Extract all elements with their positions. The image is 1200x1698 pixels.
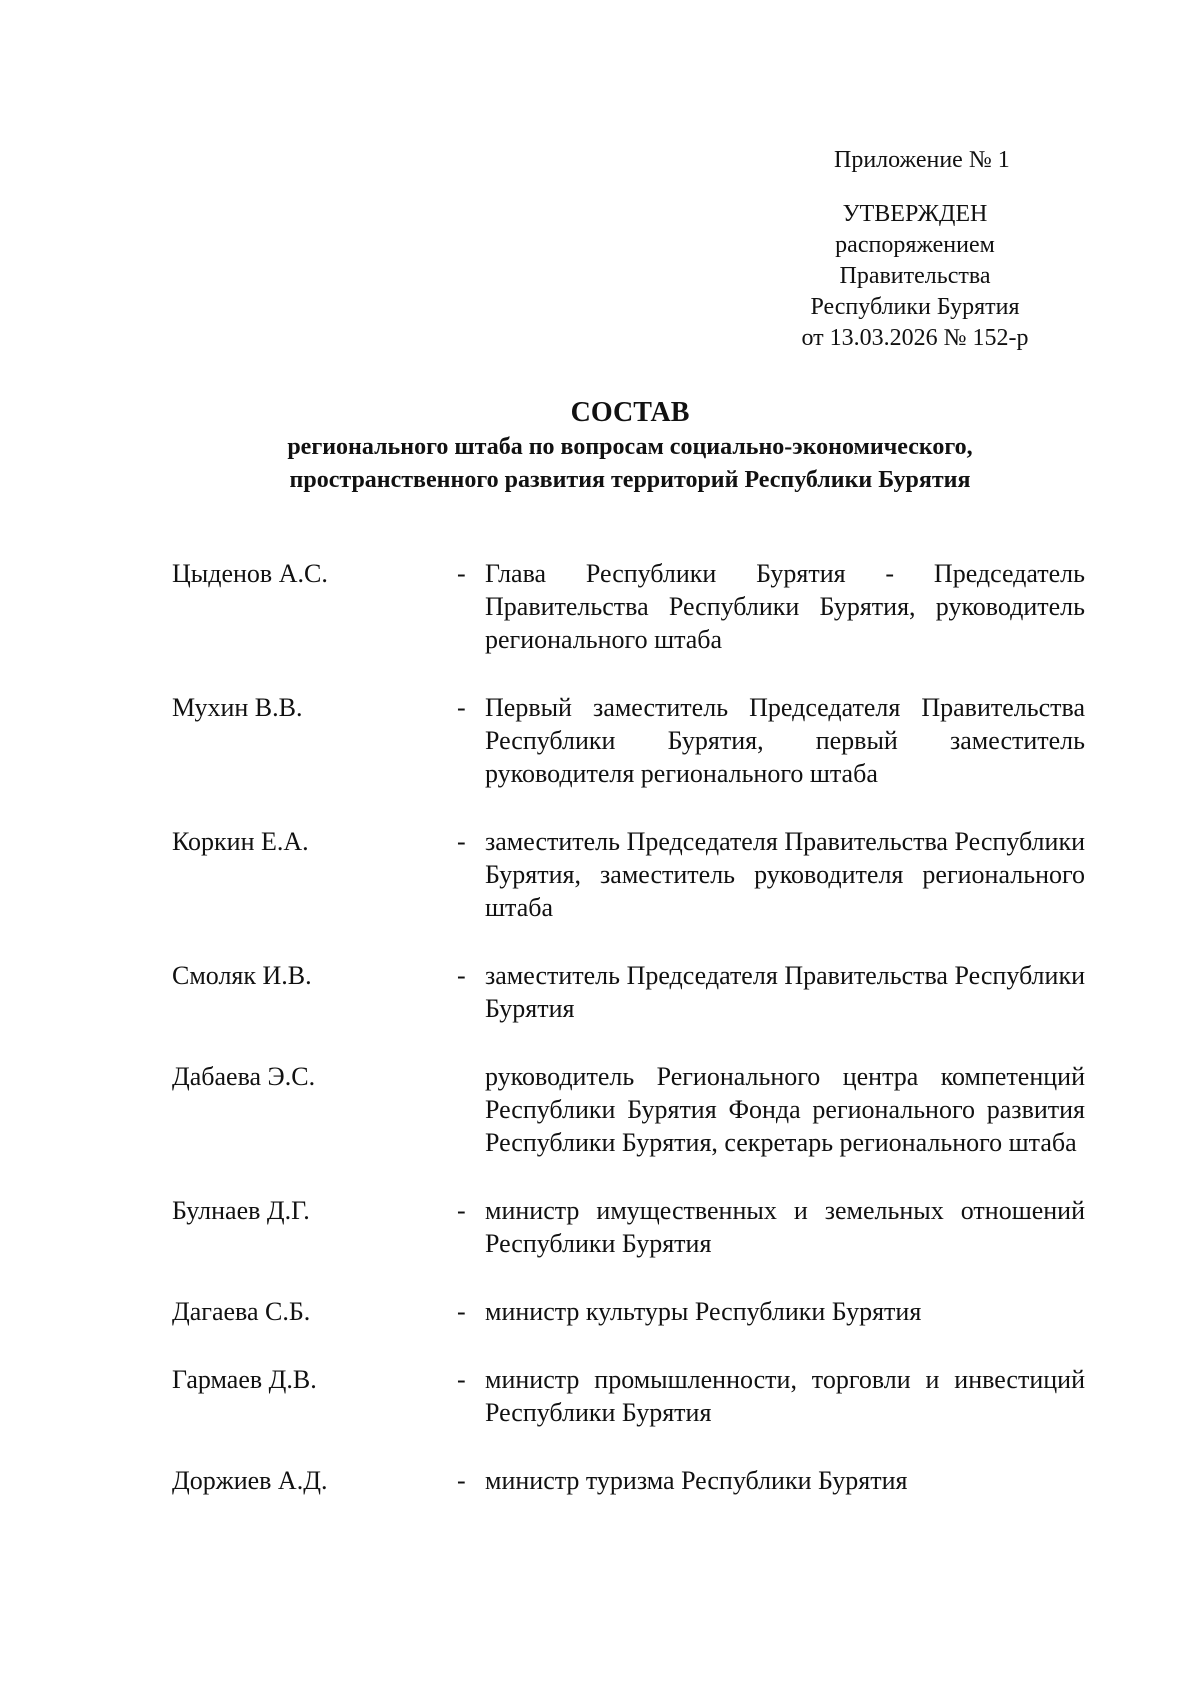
member-row: [172, 1295, 1102, 1328]
member-role: Первый заместитель Председателя Правительства Республики Бурятия, первый заместитель руководителя регионального штаба: [485, 693, 1085, 788]
subtitle-line-1: регионального штаба по вопросам социально-экономического,: [287, 434, 973, 460]
approval-line-1: распоряжением Правительства: [835, 232, 995, 289]
members-list: [172, 557, 1102, 1532]
member-role: министр промышленности, торговли и инвестиций Республики Бурятия: [485, 1365, 1085, 1427]
subtitle-line-2: пространственного развития территорий Республики Бурятия: [289, 467, 971, 493]
member-dash: -: [457, 1196, 466, 1225]
member-dash: -: [457, 693, 466, 722]
member-dash: -: [457, 1365, 466, 1394]
member-row: [172, 1194, 1102, 1260]
member-row: [172, 691, 1102, 790]
member-row: [172, 959, 1102, 1025]
member-row: [172, 557, 1102, 656]
member-row: [172, 1464, 1102, 1497]
member-role: заместитель Председателя Правительства Республики Бурятия: [485, 961, 1085, 1023]
member-row: [172, 1060, 1102, 1159]
member-role: министр культуры Республики Бурятия: [485, 1297, 922, 1326]
member-dash: -: [457, 559, 466, 588]
member-name: Дабаева Э.С.: [172, 1062, 316, 1091]
approval-line-2: Республики Бурятия: [810, 294, 1020, 320]
member-role: министр туризма Республики Бурятия: [485, 1466, 908, 1495]
member-dash: -: [457, 961, 466, 990]
member-role: руководитель Регионального центра компетенций Республики Бурятия Фонда регионального развития Республики Бурятия, секретарь регионального штаба: [485, 1062, 1085, 1157]
approved-title: УТВЕРЖДЕН: [842, 201, 988, 227]
approval-line-3: от 13.03.2026 № 152-р: [801, 325, 1029, 351]
document-subtitle: [120, 431, 1140, 497]
member-name: Гармаев Д.В.: [172, 1365, 317, 1394]
member-role: министр имущественных и земельных отношений Республики Бурятия: [485, 1196, 1085, 1258]
member-dash: -: [457, 1297, 466, 1326]
document-title: СОСТАВ: [570, 397, 690, 428]
member-name: Дагаева С.Б.: [172, 1297, 311, 1326]
approval-block: [760, 199, 1070, 354]
member-row: [172, 825, 1102, 924]
member-row: [172, 1363, 1102, 1429]
member-dash: -: [457, 1466, 466, 1495]
member-role: заместитель Председателя Правительства Республики Бурятия, заместитель руководителя регионального штаба: [485, 827, 1085, 922]
member-dash: -: [457, 827, 466, 856]
member-name: Цыденов А.С.: [172, 559, 328, 588]
member-name: Смоляк И.В.: [172, 961, 312, 990]
member-name: Булнаев Д.Г.: [172, 1196, 310, 1225]
member-name: Коркин Е.А.: [172, 827, 309, 856]
member-name: Мухин В.В.: [172, 693, 303, 722]
appendix-label: Приложение № 1: [834, 147, 1010, 173]
member-role: Глава Республики Бурятия - Председатель Правительства Республики Бурятия, руководитель регионального штаба: [485, 559, 1085, 654]
member-name: Доржиев А.Д.: [172, 1466, 328, 1495]
